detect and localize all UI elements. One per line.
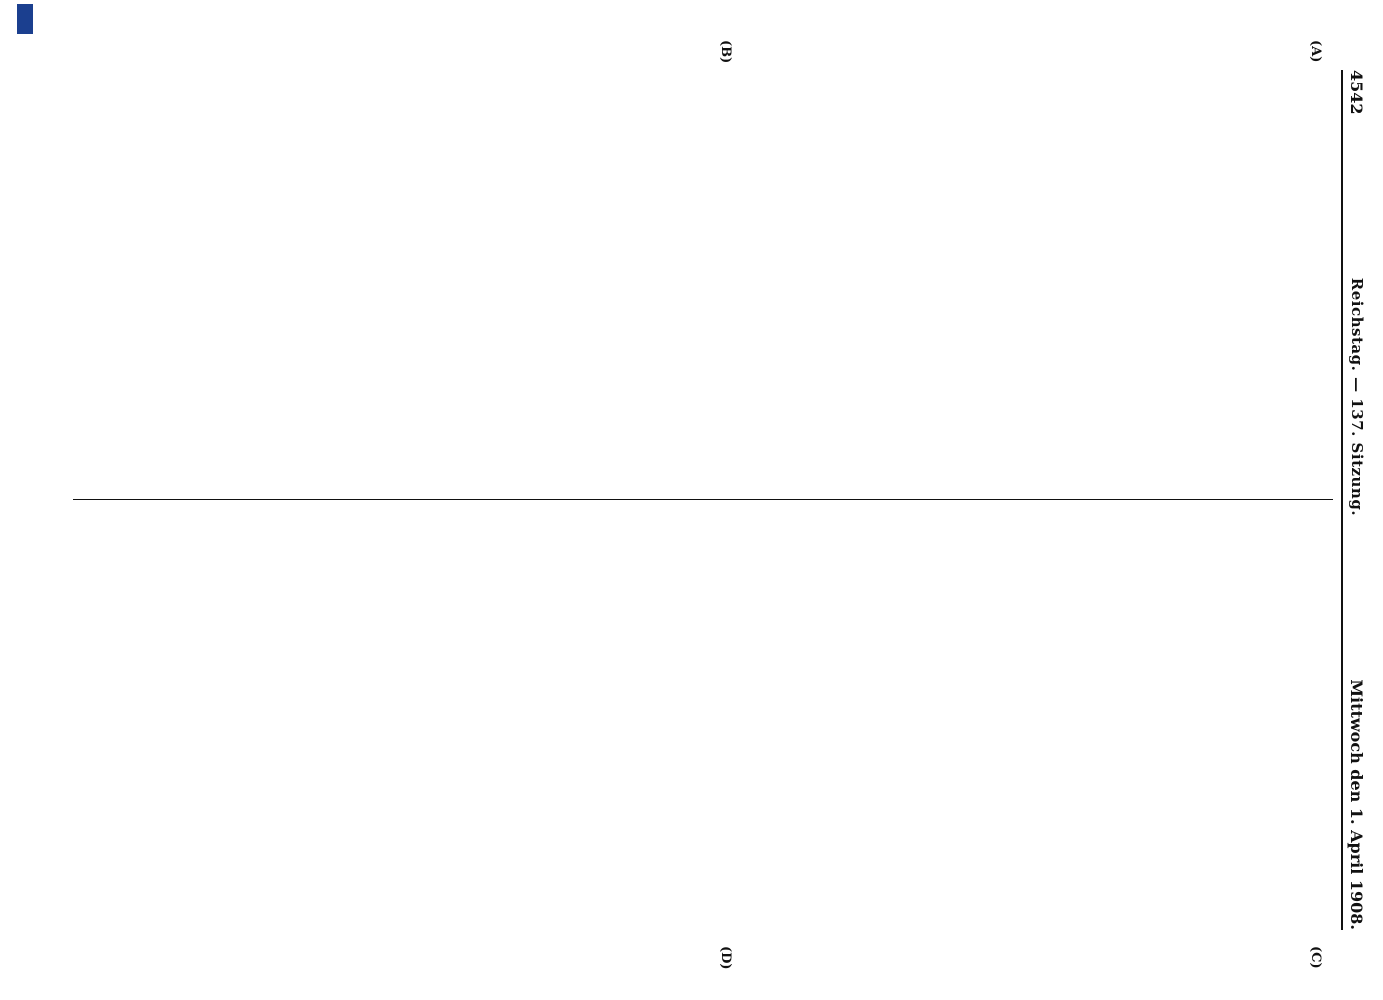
left-text-line (640, 72, 660, 488)
right-text-line (762, 512, 782, 928)
right-text-line (1251, 512, 1271, 928)
left-text-line (762, 72, 782, 488)
left-text-line (1292, 72, 1312, 488)
right-text-line (986, 512, 1006, 928)
right-text-line (293, 512, 313, 928)
session-title: Reichstag. — 137. Sitzung. (1348, 277, 1366, 517)
left-text-line (1129, 72, 1149, 488)
right-text-line (1129, 512, 1149, 928)
right-text-line (354, 512, 374, 928)
right-text-line (375, 512, 395, 928)
right-text-line (110, 512, 130, 928)
margin-letter-d: (D) (718, 946, 733, 970)
right-text-line (1190, 512, 1210, 928)
right-text-line (150, 512, 170, 928)
left-text-line (905, 72, 925, 488)
right-text-line (1027, 512, 1047, 928)
right-text-line (1292, 512, 1312, 928)
right-text-line (1313, 512, 1333, 928)
left-text-line (1149, 72, 1169, 488)
right-text-line (1149, 512, 1169, 928)
right-text-line (558, 512, 578, 928)
right-text-line (1007, 512, 1027, 928)
left-text-line (721, 72, 741, 488)
right-text-line (782, 512, 802, 928)
right-text-line (864, 512, 884, 928)
left-text-line (191, 72, 211, 488)
left-text-line (946, 72, 966, 488)
left-text-line (1088, 72, 1108, 488)
left-text-line (1231, 72, 1251, 488)
left-text-line (89, 72, 109, 488)
right-text-line (334, 512, 354, 928)
right-text-line (1231, 512, 1251, 928)
right-text-line (844, 512, 864, 928)
left-text-line (150, 72, 170, 488)
left-text-line (966, 72, 986, 488)
left-text-line (538, 72, 558, 488)
right-text-line (1170, 512, 1190, 928)
right-text-line (171, 512, 191, 928)
right-text-line (742, 512, 762, 928)
left-text-line (701, 72, 721, 488)
right-text-line (579, 512, 599, 928)
right-text-line (436, 512, 456, 928)
page-number: 4542 (1347, 70, 1367, 115)
right-text-line (1088, 512, 1108, 928)
right-column (63, 512, 1333, 928)
left-text-line (844, 72, 864, 488)
left-text-line (334, 72, 354, 488)
left-text-line (558, 72, 578, 488)
left-text-line (884, 72, 904, 488)
left-text-line (293, 72, 313, 488)
left-text-line (130, 72, 150, 488)
right-text-line (1272, 512, 1292, 928)
right-text-line (415, 512, 435, 928)
left-text-line (395, 72, 415, 488)
left-text-line (1048, 72, 1068, 488)
left-text-line (1313, 72, 1333, 488)
right-text-line (660, 512, 680, 928)
left-text-line (1068, 72, 1088, 488)
left-text-line (110, 72, 130, 488)
digitization-footer (7, 4, 43, 994)
right-text-line (884, 512, 904, 928)
header-rule (1341, 70, 1343, 930)
left-text-line (660, 72, 680, 488)
left-text-line (252, 72, 272, 488)
right-text-line (619, 512, 639, 928)
session-date: Mittwoch den 1. April 1908. (1347, 679, 1367, 930)
dfg-logo (17, 4, 33, 34)
left-text-line (69, 72, 89, 488)
left-text-line (497, 72, 517, 488)
left-text-line (273, 72, 293, 488)
left-text-line (1251, 72, 1271, 488)
right-text-line (313, 512, 333, 928)
right-text-line (905, 512, 925, 928)
right-text-line (1048, 512, 1068, 928)
left-text-line (456, 72, 476, 488)
right-text-line (823, 512, 843, 928)
right-text-line (599, 512, 619, 928)
right-text-line (273, 512, 293, 928)
right-text-line (130, 512, 150, 928)
margin-letter-a: (A) (1308, 40, 1323, 63)
right-text-line (89, 512, 109, 928)
right-text-line (497, 512, 517, 928)
left-text-line (681, 72, 701, 488)
right-text-line (63, 512, 69, 928)
left-text-line (599, 72, 619, 488)
left-text-line (619, 72, 639, 488)
right-text-line (232, 512, 252, 928)
right-text-line (395, 512, 415, 928)
left-column (63, 72, 1333, 488)
left-text-line (864, 72, 884, 488)
right-text-line (721, 512, 741, 928)
right-text-line (69, 512, 89, 928)
left-text-line (171, 72, 191, 488)
right-text-line (191, 512, 211, 928)
left-text-line (1272, 72, 1292, 488)
right-text-line (966, 512, 986, 928)
left-text-line (477, 72, 497, 488)
left-text-line (1211, 72, 1231, 488)
right-text-line (477, 512, 497, 928)
right-text-line (1109, 512, 1129, 928)
left-text-line (925, 72, 945, 488)
right-text-line (1211, 512, 1231, 928)
left-text-line (354, 72, 374, 488)
right-text-line (640, 512, 660, 928)
left-text-line (803, 72, 823, 488)
right-text-line (517, 512, 537, 928)
right-text-line (925, 512, 945, 928)
left-text-line (517, 72, 537, 488)
right-text-line (803, 512, 823, 928)
right-text-line (946, 512, 966, 928)
left-text-line (375, 72, 395, 488)
left-text-line (436, 72, 456, 488)
right-text-line (456, 512, 476, 928)
page-header (1345, 70, 1369, 930)
right-text-line (538, 512, 558, 928)
margin-letter-c: (C) (1308, 946, 1323, 969)
left-text-line (232, 72, 252, 488)
right-text-line (212, 512, 232, 928)
left-text-line (742, 72, 762, 488)
left-text-line (823, 72, 843, 488)
left-text-line (1007, 72, 1027, 488)
margin-letter-b: (B) (718, 40, 733, 64)
column-divider (73, 499, 1333, 500)
left-text-line (579, 72, 599, 488)
left-text-line (212, 72, 232, 488)
left-text-line (1109, 72, 1129, 488)
left-text-line (1170, 72, 1190, 488)
right-text-line (681, 512, 701, 928)
left-text-line (415, 72, 435, 488)
left-text-line (63, 72, 69, 488)
right-text-line (252, 512, 272, 928)
left-text-line (986, 72, 1006, 488)
left-text-line (1027, 72, 1047, 488)
left-text-line (1190, 72, 1210, 488)
right-text-line (1068, 512, 1088, 928)
left-text-line (782, 72, 802, 488)
right-text-line (701, 512, 721, 928)
left-text-line (313, 72, 333, 488)
